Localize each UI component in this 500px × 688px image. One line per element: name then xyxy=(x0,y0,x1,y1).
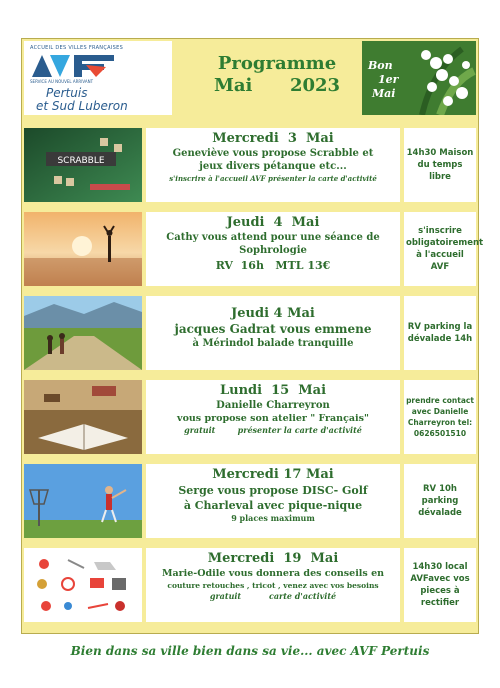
event-line3: gratuit présenter la carte d'activité xyxy=(184,425,362,435)
event-details xyxy=(146,464,400,538)
event-line2: à Mérindol balade tranquille xyxy=(192,338,354,349)
logo-subtitle: SERVICE AU NOUVEL ARRIVANT xyxy=(30,79,94,84)
event-line3: 9 places maximum xyxy=(231,513,315,523)
event-details xyxy=(146,296,400,370)
logo-tagline: ACCUEIL DES VILLES FRANÇAISES xyxy=(30,45,124,51)
event-date: Mercredi 19 Mai xyxy=(207,551,339,566)
sewing-photo xyxy=(24,548,142,622)
event-line2: jeux divers pétanque etc... xyxy=(199,161,347,172)
book-photo xyxy=(24,380,142,454)
event-details xyxy=(146,128,400,202)
meeting-text: RV parking la dévalade 14h xyxy=(407,322,473,344)
logo-pertuis: Pertuis xyxy=(46,86,88,100)
event-line1: Serge vous propose DISC- Golf xyxy=(178,484,368,497)
header xyxy=(22,39,478,117)
meeting-text: 14h30 Maison du temps libre xyxy=(406,148,474,182)
event-date: Lundi 15 Mai xyxy=(219,383,327,398)
svg-text:SCRABBLE: SCRABBLE xyxy=(57,156,105,166)
scrabble-photo xyxy=(24,128,142,202)
lily-of-the-valley-image xyxy=(362,41,476,115)
event-date: Jeudi 4 Mai xyxy=(231,306,315,321)
event-meeting-info xyxy=(404,380,476,454)
event-date: Mercredi 17 Mai xyxy=(212,467,334,482)
event-meeting-info xyxy=(404,128,476,202)
event-line2: Sophrologie xyxy=(239,245,307,256)
disc-golf-photo xyxy=(24,464,142,538)
event-line1: jacques Gadrat vous emmene xyxy=(174,322,372,336)
event-line1: Cathy vous attend pour une séance de xyxy=(166,232,380,243)
avf-logo xyxy=(24,41,172,115)
event-details xyxy=(146,212,400,286)
event-line2: couture retouches , tricot , venez avec vos besoins xyxy=(167,581,379,590)
event-line2: vous propose son atelier " Français" xyxy=(177,413,369,424)
meeting-text: RV 10h parking dévalade xyxy=(418,484,462,518)
event-line3: gratuit carte d'activité xyxy=(209,591,337,601)
meeting-text: s'inscrire obligatoirement à l'accueil AVF xyxy=(406,226,484,272)
logo-sud-luberon: et Sud Luberon xyxy=(36,99,128,113)
event-date: Jeudi 4 Mai xyxy=(226,215,320,230)
greeting-mai: Mai xyxy=(372,87,396,100)
event-line1: Marie-Odile vous donnera des conseils en xyxy=(161,568,385,579)
event-date: Mercredi 3 Mai xyxy=(212,131,334,146)
event-line1: Danielle Charreyron xyxy=(216,400,330,411)
avf-logo-mark xyxy=(30,53,140,79)
event-meeting-info xyxy=(404,212,484,286)
meeting-text: 14h30 local AVFavec vos pieces à rectifier xyxy=(410,562,470,608)
event-details xyxy=(146,380,400,454)
page-title xyxy=(192,53,362,97)
event-meeting-info xyxy=(404,296,476,370)
event-line3: RV 16h MTL 13€ xyxy=(215,259,331,272)
program-frame xyxy=(21,38,484,634)
muguet-greeting xyxy=(368,59,398,101)
event-line1: Geneviève vous propose Scrabble et xyxy=(172,148,374,159)
footer-slogan: Bien dans sa ville bien dans sa vie... avec AVF Pertuis xyxy=(70,644,430,658)
sophrology-photo xyxy=(24,212,142,286)
greeting-1er: 1er xyxy=(378,73,399,86)
title-line1: Programme xyxy=(217,53,337,74)
hiking-photo xyxy=(24,296,142,370)
greeting-bon: Bon xyxy=(368,59,393,72)
event-details xyxy=(146,548,400,622)
meeting-text: prendre contact avec Danielle Charreyron tel: 0626501510 xyxy=(406,396,474,438)
event-line2: à Charleval avec pique-nique xyxy=(183,499,363,512)
event-meeting-info xyxy=(404,548,476,622)
event-line3: s'inscrire à l'accueil AVF présenter la carte d'activité xyxy=(169,174,377,183)
title-line2: Mai 2023 xyxy=(213,75,341,96)
event-meeting-info xyxy=(404,464,476,538)
